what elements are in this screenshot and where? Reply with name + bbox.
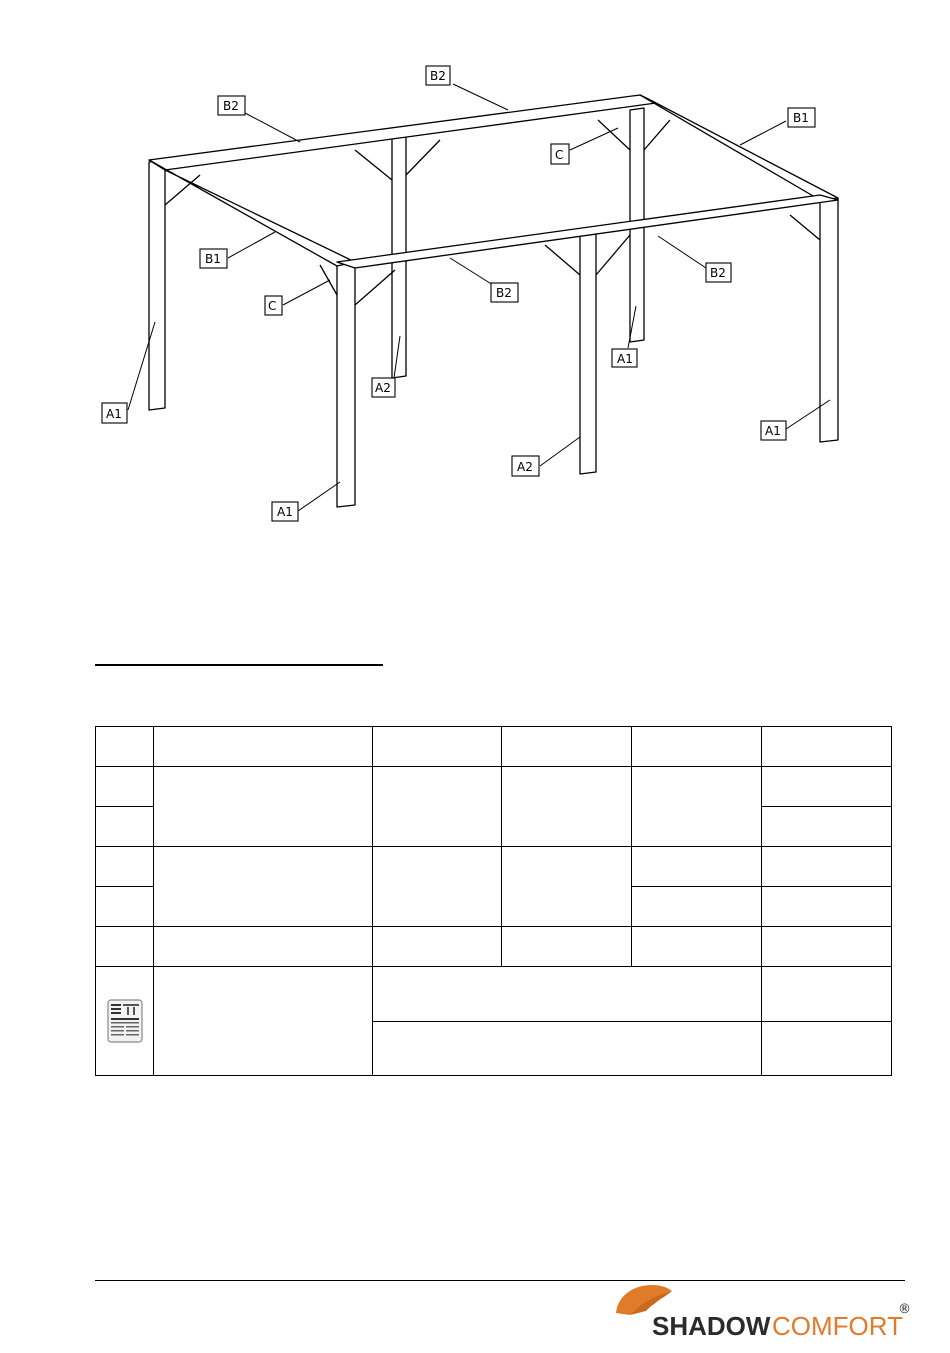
table-cell <box>762 967 892 1022</box>
svg-text:A1: A1 <box>106 407 122 421</box>
svg-text:B2: B2 <box>430 69 446 83</box>
label-c-back <box>551 144 569 164</box>
table-row <box>96 927 892 967</box>
label-a1-right <box>761 421 786 440</box>
svg-text:A1: A1 <box>765 424 781 438</box>
table-cell <box>96 927 154 967</box>
table-cell <box>154 767 373 847</box>
table-cell <box>502 727 632 767</box>
table-cell <box>96 847 154 887</box>
table-cell <box>96 767 154 807</box>
table-cell <box>373 847 502 927</box>
label-b1-left <box>200 249 227 268</box>
brand-name-accent: COMFORT <box>772 1311 903 1341</box>
label-c-front <box>265 296 282 315</box>
brace <box>320 265 337 295</box>
label-a1-front <box>272 502 298 521</box>
document-icon <box>107 999 143 1043</box>
svg-text:A1: A1 <box>277 505 293 519</box>
table-header-row <box>96 727 892 767</box>
table-cell <box>96 887 154 927</box>
label-b2-left <box>218 96 245 115</box>
table-cell <box>762 1022 892 1076</box>
table-cell <box>632 727 762 767</box>
table-cell <box>762 927 892 967</box>
table-cell <box>154 847 373 927</box>
label-b2-top <box>426 66 450 85</box>
table-cell-icon <box>96 967 154 1076</box>
svg-text:C: C <box>555 148 564 162</box>
section-title-underline <box>95 664 383 666</box>
beam-side-left <box>149 160 355 266</box>
table-cell <box>762 847 892 887</box>
svg-text:C: C <box>268 299 277 313</box>
brace <box>355 150 392 180</box>
parts-table <box>95 726 892 1076</box>
registered-mark: ® <box>898 1302 911 1317</box>
table-cell <box>373 927 502 967</box>
table-row <box>96 767 892 807</box>
pergola-frame-diagram <box>0 0 950 560</box>
brace <box>596 235 630 275</box>
table-cell <box>96 727 154 767</box>
table-cell <box>373 1022 762 1076</box>
label-a2-back <box>372 378 395 397</box>
table-cell <box>632 927 762 967</box>
label-a1-left <box>102 403 127 423</box>
table-row <box>96 847 892 887</box>
post-back-left <box>149 160 165 410</box>
label-a1-back-right <box>612 349 637 367</box>
brace <box>545 245 580 275</box>
svg-text:B2: B2 <box>710 266 726 280</box>
table-cell <box>373 727 502 767</box>
table-cell <box>154 927 373 967</box>
label-b1-right <box>788 108 815 127</box>
svg-text:A2: A2 <box>375 381 391 395</box>
brace <box>406 140 440 175</box>
brace <box>355 270 395 305</box>
svg-text:A1: A1 <box>617 352 633 366</box>
brace <box>790 215 820 240</box>
label-b2-front-right <box>706 263 731 282</box>
table-cell <box>762 727 892 767</box>
brace <box>644 120 670 150</box>
table-cell <box>373 767 502 847</box>
table-cell <box>154 727 373 767</box>
table-cell <box>632 847 762 887</box>
svg-text:B1: B1 <box>205 252 221 266</box>
table-cell <box>96 807 154 847</box>
table-cell <box>502 927 632 967</box>
table-row <box>96 967 892 1022</box>
post-front-left <box>337 260 355 507</box>
table-cell <box>373 967 762 1022</box>
shadow-comfort-logo <box>612 1283 912 1343</box>
footer-rule <box>95 1280 905 1281</box>
table-cell <box>632 887 762 927</box>
table-cell <box>762 767 892 807</box>
label-a2-front <box>512 456 539 476</box>
brand-name-dark: SHADOW <box>652 1311 771 1341</box>
table-cell <box>762 887 892 927</box>
label-b2-front <box>491 283 518 302</box>
svg-text:B2: B2 <box>223 99 239 113</box>
post-front-middle <box>580 228 596 474</box>
table-cell <box>154 967 373 1076</box>
svg-text:B1: B1 <box>793 111 809 125</box>
table-cell <box>502 767 632 847</box>
svg-text:B2: B2 <box>496 286 512 300</box>
table-cell <box>762 807 892 847</box>
table-cell <box>632 767 762 847</box>
svg-text:A2: A2 <box>517 460 533 474</box>
table-cell <box>502 847 632 927</box>
